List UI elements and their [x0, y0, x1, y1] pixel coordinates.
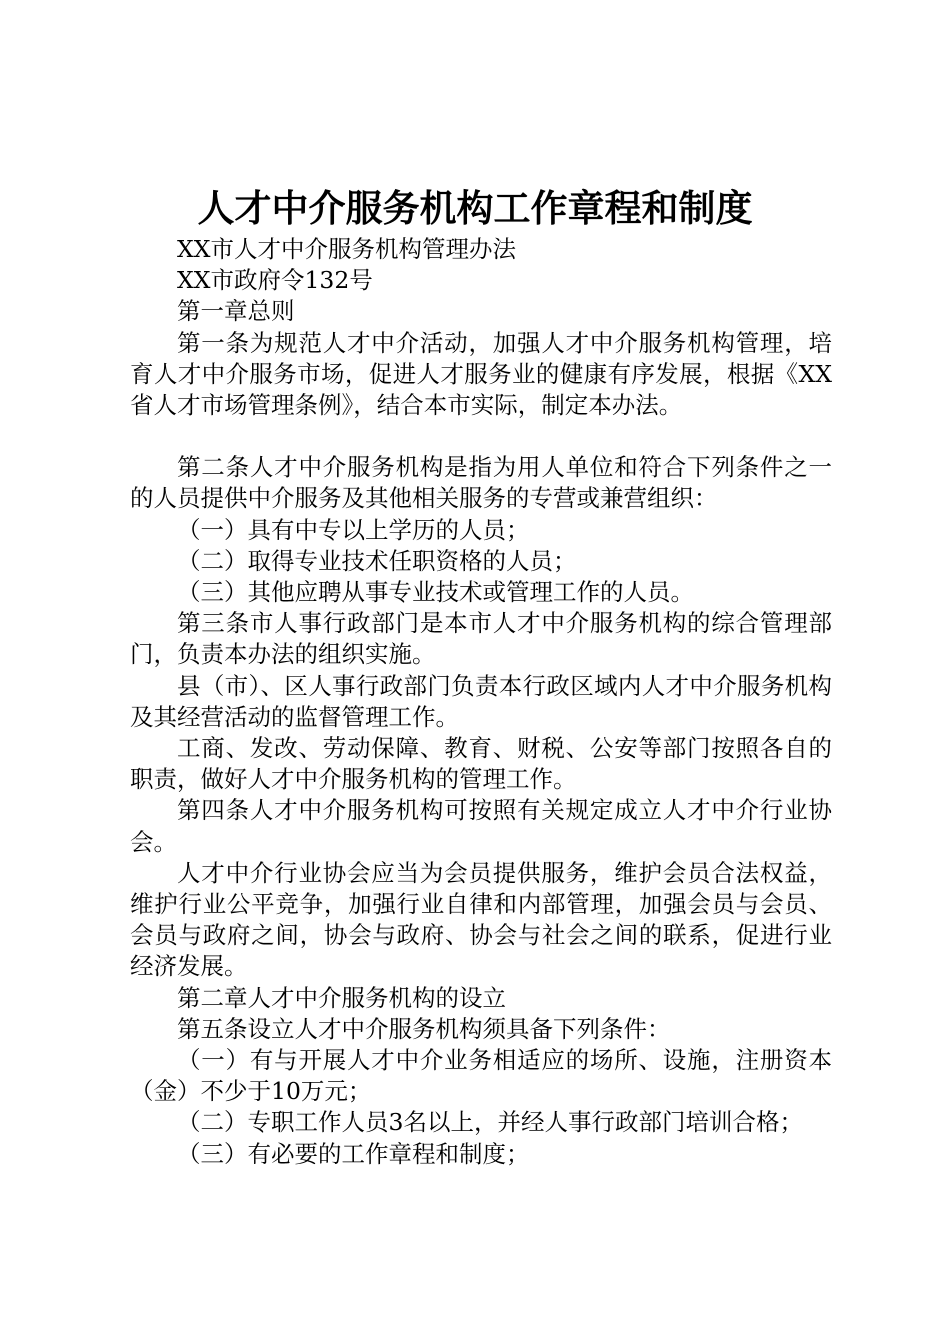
paragraph: XX市人才中介服务机构管理办法: [177, 235, 516, 263]
paragraph: 第三条市人事行政部门是本市人才中介服务机构的综合管理部门，负责本办法的组织实施。: [130, 609, 832, 669]
paragraph: （二）取得专业技术任职资格的人员；: [177, 546, 577, 575]
paragraph: 第四条人才中介服务机构可按照有关规定成立人才中介行业协会。: [130, 796, 832, 856]
paragraph: 第二条人才中介服务机构是指为用人单位和符合下列条件之一的人员提供中介服务及其他相关服务的专营或兼营组织：: [130, 453, 832, 513]
paragraph: 第五条设立人才中介服务机构须具备下列条件：: [177, 1014, 671, 1043]
paragraph: （三）其他应聘从事专业技术或管理工作的人员。: [177, 578, 694, 607]
paragraph: 第二章人才中介服务机构的设立: [177, 983, 506, 1012]
paragraph: 工商、发改、劳动保障、教育、财税、公安等部门按照各自的职责，做好人才中介服务机构的管理工作。: [130, 734, 832, 794]
paragraph: 县（市）、区人事行政部门负责本行政区域内人才中介服务机构及其经营活动的监督管理工作。: [130, 671, 832, 731]
paragraph: （二）专职工作人员3名以上，并经人事行政部门培训合格；: [177, 1108, 803, 1137]
paragraph: （一）有与开展人才中介业务相适应的场所、设施，注册资本（金）不少于10万元；: [130, 1046, 832, 1106]
paragraph: XX市政府令132号: [177, 266, 373, 295]
paragraph: （三）有必要的工作章程和制度；: [177, 1139, 530, 1168]
paragraph: 第一章总则: [177, 297, 295, 326]
paragraph: 第一条为规范人才中介活动，加强人才中介服务机构管理，培育人才中介服务市场，促进人才服务业的健康有序发展，根据《XX省人才市场管理条例》，结合本市实际，制定本办法。: [130, 328, 832, 420]
document-title: 人才中介服务机构工作章程和制度: [197, 186, 753, 230]
paragraph: （一）具有中专以上学历的人员；: [177, 515, 530, 544]
paragraph: 人才中介行业协会应当为会员提供服务，维护会员合法权益，维护行业公平竞争，加强行业自律和内部管理，加强会员与会员、会员与政府之间，协会与政府、协会与社会之间的联系，促进行业经济发展。: [130, 858, 832, 981]
document-body: [130, 234, 832, 1170]
